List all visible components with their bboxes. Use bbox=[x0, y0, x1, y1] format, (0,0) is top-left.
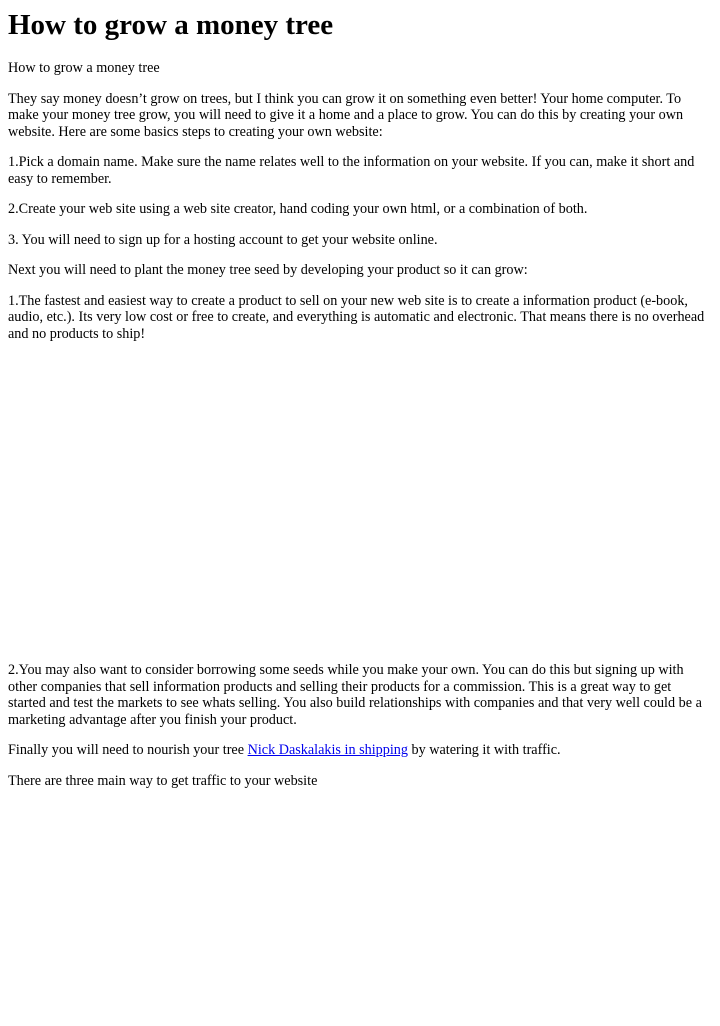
nourish-text-after: by watering it with traffic. bbox=[407, 742, 561, 758]
traffic-paragraph: There are three main way to get traffic to your website bbox=[8, 772, 318, 789]
seed-intro-paragraph: Next you will need to plant the money tree seed by developing your product so it can grow: bbox=[8, 262, 528, 278]
step-1-paragraph: 1.Pick a domain name. Make sure the name relates well to the information on your website. If you can, make it short and easy to remember. bbox=[8, 154, 695, 187]
step-3-paragraph: 3. You will need to sign up for a hosting account to get your website online. bbox=[8, 231, 438, 248]
shipping-link[interactable]: Nick Daskalakis in shipping bbox=[247, 742, 408, 758]
intro-paragraph: They say money doesn’t grow on trees, but I think you can grow it on something even better! Your home computer. To make your money tree grow, you will need to give it a home and a place to grow. You can do this by creating your own website. Here are some basics steps to creating your own website: bbox=[8, 90, 684, 140]
seed-2-paragraph: 2.You may also want to consider borrowing some seeds while you make your own. You can do this but signing up with other companies that sell information products and selling their products for a commission. This is a great way to get started and test the markets to see whats selling. You also build relationships with companies and that very well could be a marketing advantage after you finish your product. bbox=[8, 662, 702, 728]
page-title: How to grow a money tree bbox=[8, 9, 334, 41]
subtitle: How to grow a money tree bbox=[8, 60, 160, 76]
nourish-text-before: Finally you will need to nourish your tree bbox=[8, 742, 248, 758]
step-2-paragraph: 2.Create your web site using a web site creator, hand coding your own html, or a combination of both. bbox=[8, 201, 588, 217]
seed-1-paragraph: 1.The fastest and easiest way to create a product to sell on your new web site is to create a information product (e-book, audio, etc.). Its very low cost or free to create, and everything is automatic and electronic. That means there is no overhead and no products to ship! bbox=[8, 292, 705, 342]
article bbox=[0, 8, 720, 789]
blank-space bbox=[8, 356, 712, 662]
nourish-paragraph bbox=[8, 742, 712, 759]
